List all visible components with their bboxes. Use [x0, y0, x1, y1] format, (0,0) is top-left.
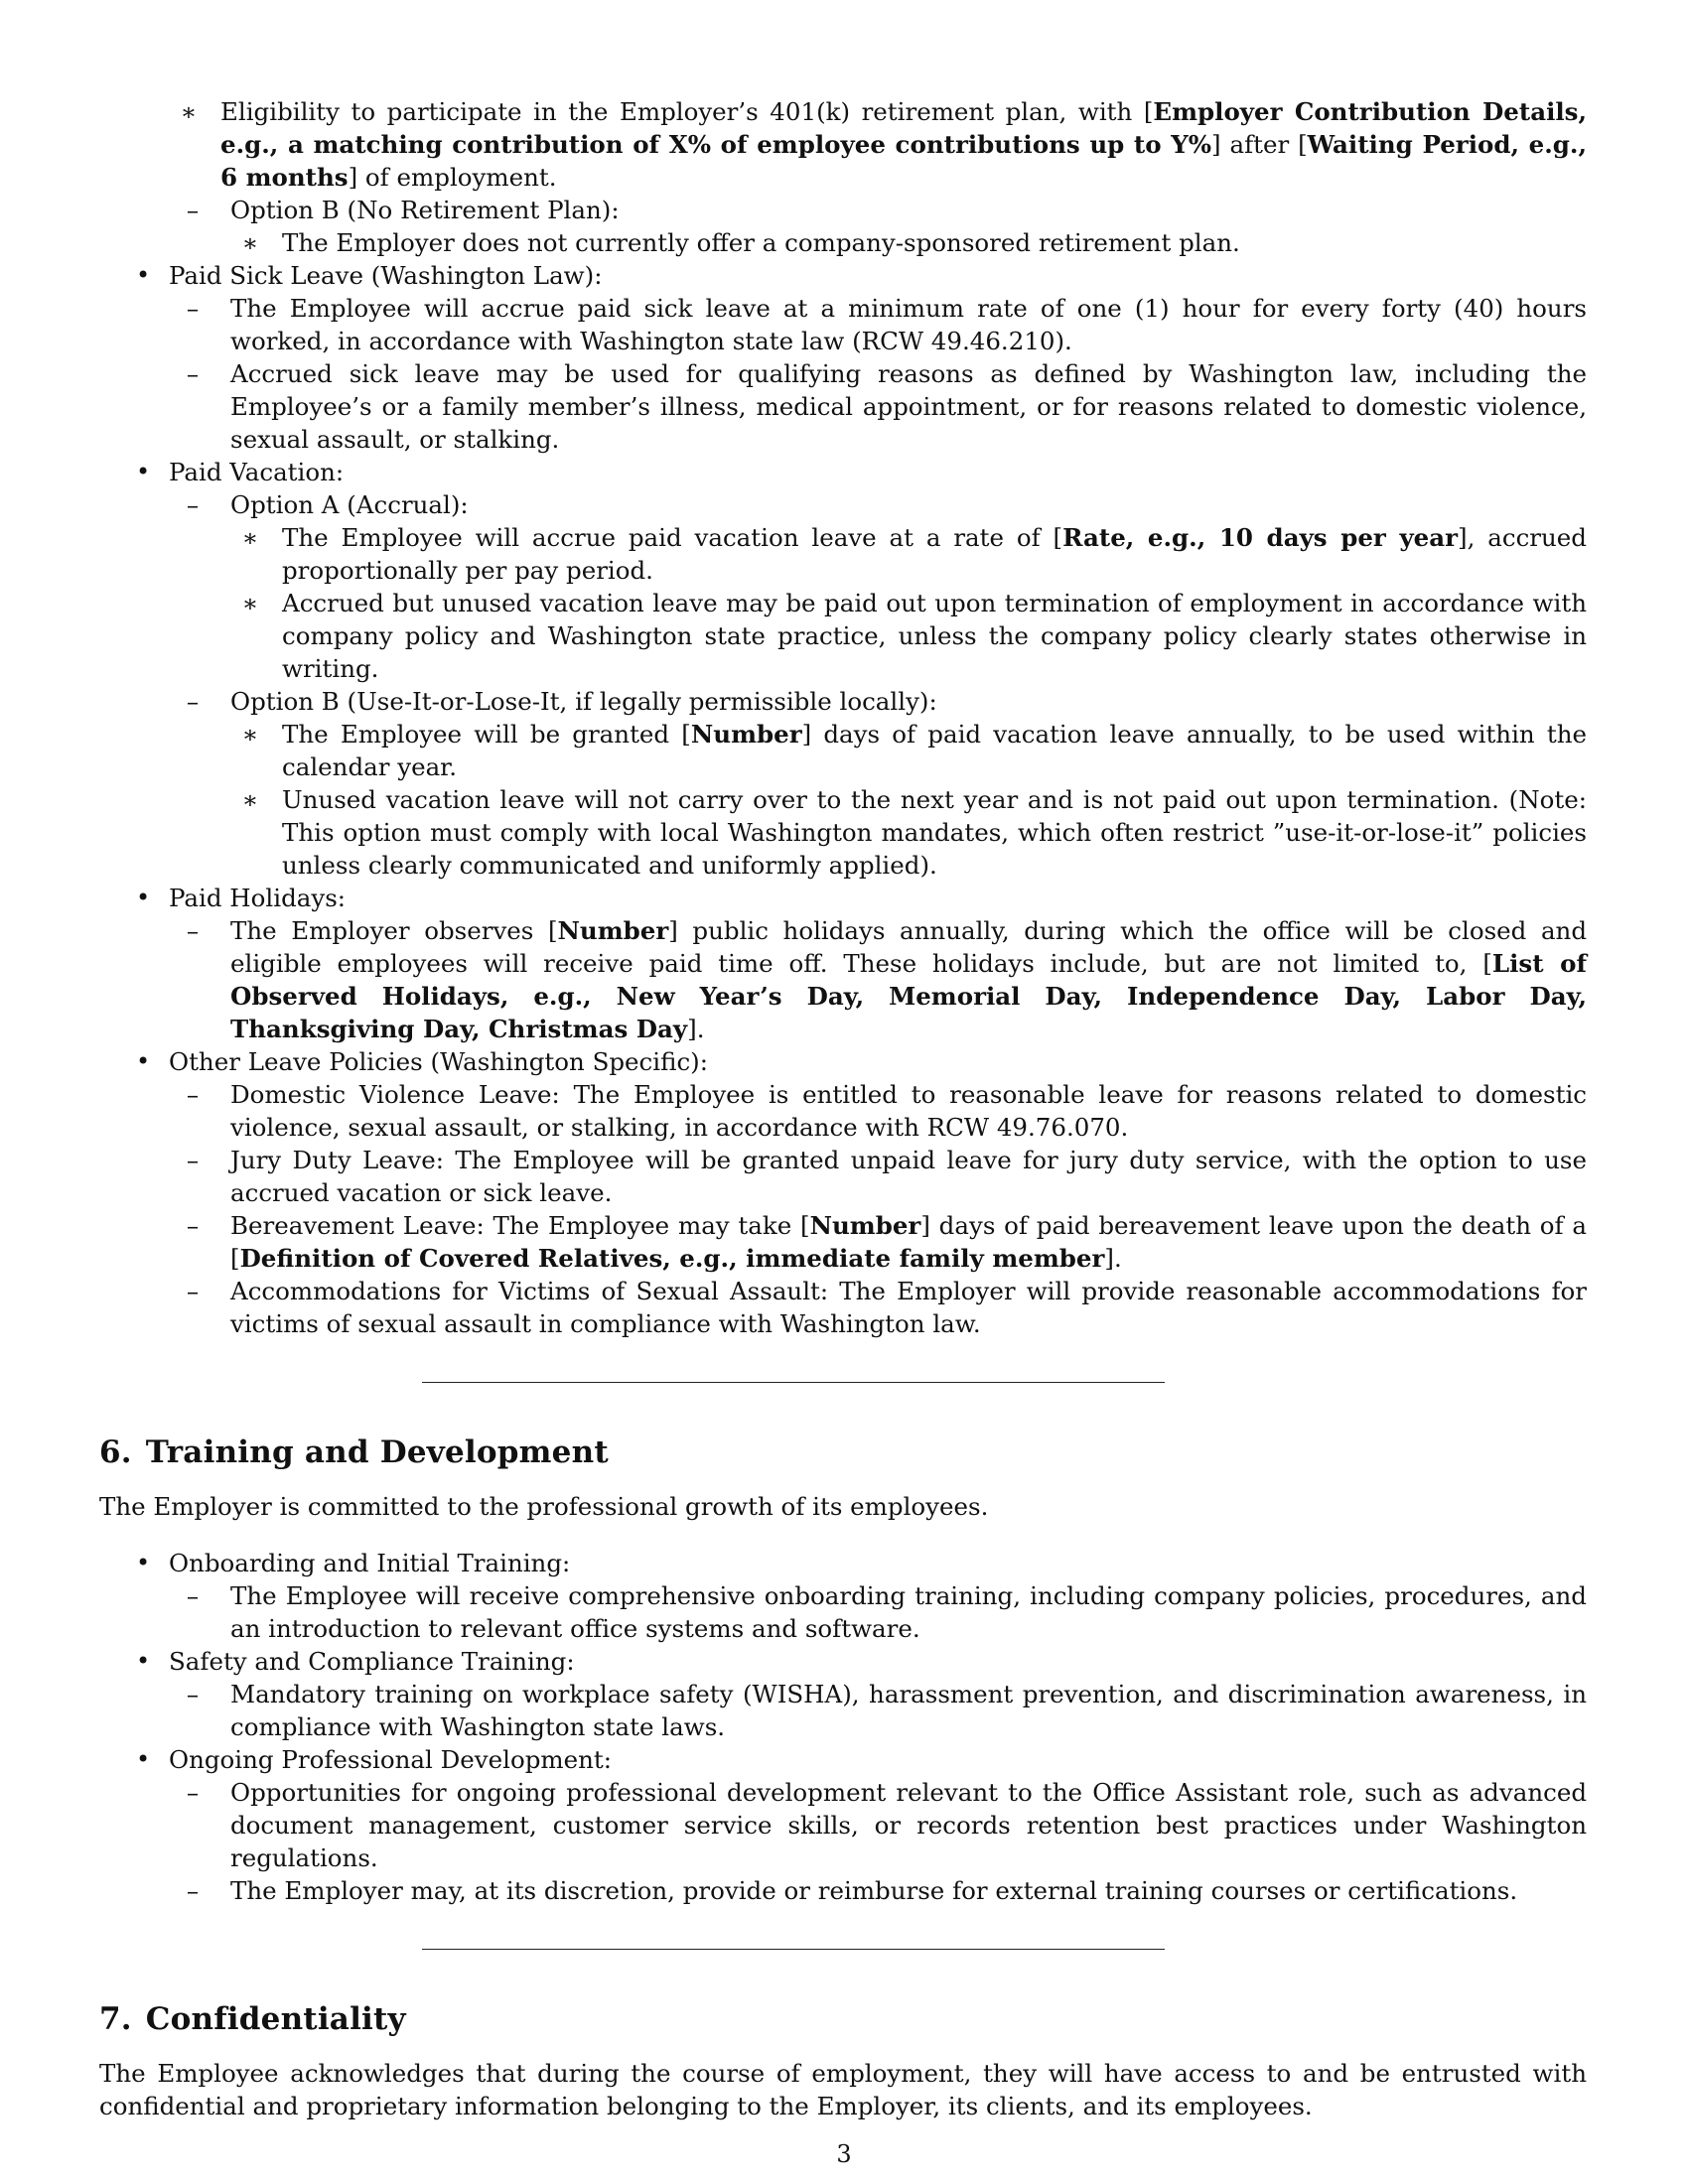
vacation-sublist	[169, 488, 1587, 882]
domestic-violence-leave: – Domestic Violence Leave: The Employee is entitled to reasonable leave for reasons related to domestic violence, sexual assault, or stalking, in accordance with RCW 49.76.070.	[169, 1078, 1587, 1144]
onboarding-item: • Onboarding and Initial Training: – The Employee will receive comprehensive onboarding training, including company policies, procedures, and an introduction to relevant office systems and software.	[99, 1547, 1587, 1645]
section-6-intro: The Employer is committed to the professional growth of its employees.	[99, 1492, 989, 1521]
holidays-sublist	[169, 914, 1587, 1045]
vacation-item: • Paid Vacation: – Option A (Accrual): ∗ The Employee will accrue paid vacation leave at a rate of [Rate, e.g., 10 days per year], accrued proportionally per pay period. ∗ Accrued but unused vacation leave may be paid out upon termination of employment in accordance with company policy and Washington state practice, unless the company policy clearly states otherwise in writing. – Option B (Use-It-or-Lose-It, if legally permissible locally): ∗ The Employee will be granted [Number] days of paid vacation leave annually, to be used within the calendar year. ∗ Unused vacation leave will not carry over to the next year and is not paid out upon termination. (Note: This option must comply with local Washington mandates, which often restrict ”use-it-or-lose-it” policies unless clearly communicated and uniformly applied).	[99, 456, 1587, 882]
safety-detail: – Mandatory training on workplace safety (WISHA), harassment prevention, and discrimination awareness, in compliance with Washington state laws.	[169, 1678, 1587, 1743]
bereavement-leave: – Bereavement Leave: The Employee may take [Number] days of paid bereavement leave upon the death of a [Definition of Covered Relatives, e.g., immediate family member].	[169, 1209, 1587, 1275]
vacation-option-a-sublist	[230, 521, 1587, 685]
retirement-option-b-list	[169, 194, 1587, 259]
section-7-intro: The Employee acknowledges that during the course of employment, they will have access to and be entrusted with confidential and proprietary information belonging to the Employer, its clients, and its employees.	[99, 2059, 1587, 2120]
jury-duty-leave: – Jury Duty Leave: The Employee will be granted unpaid leave for jury duty service, with the option to use accrued vacation or sick leave.	[169, 1144, 1587, 1209]
vacation-option-b-carryover: ∗ Unused vacation leave will not carry over to the next year and is not paid out upon termination. (Note: This option must comply with local Washington mandates, which often restrict ”use-it-or-lose-it” policies unless clearly communicated and uniformly applied).	[230, 783, 1587, 882]
vacation-option-a-payout: ∗ Accrued but unused vacation leave may be paid out upon termination of employment in accordance with company policy and Washington state practice, unless the company policy clearly states otherwise in writing.	[230, 587, 1587, 685]
retirement-option-b-item: ∗ The Employer does not currently offer a company-sponsored retirement plan.	[230, 226, 1587, 259]
vacation-option-a: – Option A (Accrual): ∗ The Employee will accrue paid vacation leave at a rate of [Rate, e.g., 10 days per year], accrued proportionally per pay period. ∗ Accrued but unused vacation leave may be paid out upon termination of employment in accordance with company policy and Washington state practice, unless the company policy clearly states otherwise in writing.	[169, 488, 1587, 685]
section-divider	[422, 1382, 1165, 1383]
other-leave-sublist	[169, 1078, 1587, 1340]
ongoing-detail: – The Employer may, at its discretion, provide or reimburse for external training courses or certifications.	[169, 1874, 1587, 1907]
section-6-heading: 6. Training and Development	[99, 1434, 609, 1470]
holidays-item: • Paid Holidays: – The Employer observes [Number] public holidays annually, during which the office will be closed and eligible employees will receive paid time off. These holidays include, but are not limited to, [List of Observed Holidays, e.g., New Year’s Day, Memorial Day, Independence Day, Labor Day, Thanksgiving Day, Christmas Day].	[99, 882, 1587, 1045]
document-page	[99, 95, 1587, 2146]
training-list	[99, 1547, 1587, 1907]
other-leave-item: • Other Leave Policies (Washington Specific): – Domestic Violence Leave: The Employee is entitled to reasonable leave for reasons related to domestic violence, sexual assault, or stalking, in accordance with RCW 49.76.070. – Jury Duty Leave: The Employee will be granted unpaid leave for jury duty service, with the option to use accrued vacation or sick leave. – Bereavement Leave: The Employee may take [Number] days of paid bereavement leave upon the death of a [Definition of Covered Relatives, e.g., immediate family member]. – Accommodations for Victims of Sexual Assault: The Employer will provide reasonable accommodations for victims of sexual assault in compliance with Washington law.	[99, 1045, 1587, 1340]
retirement-continuation	[99, 95, 1587, 259]
retirement-option-b: – Option B (No Retirement Plan): ∗ The Employer does not currently offer a company-sponsored retirement plan.	[169, 194, 1587, 259]
ongoing-sublist	[169, 1776, 1587, 1907]
vacation-option-b-sublist	[230, 718, 1587, 882]
sick-leave-accrual: – The Employee will accrue paid sick leave at a minimum rate of one (1) hour for every forty (40) hours worked, in accordance with Washington state law (RCW 49.46.210).	[169, 292, 1587, 357]
onboarding-detail: – The Employee will receive comprehensive onboarding training, including company policies, procedures, and an introduction to relevant office systems and software.	[169, 1579, 1587, 1645]
retirement-option-b-sublist	[230, 226, 1587, 259]
ongoing-item: • Ongoing Professional Development: – Opportunities for ongoing professional development relevant to the Office Assistant role, such as advanced document management, customer service skills, or records retention best practices under Washington regulations. – The Employer may, at its discretion, provide or reimburse for external training courses or certifications.	[99, 1743, 1587, 1907]
retirement-option-a-item: ∗ Eligibility to participate in the Employer’s 401(k) retirement plan, with [Employer Contribution Details, e.g., a matching contribution of X% of employee contributions up to Y%] after [Waiting Period, e.g., 6 months] of employment.	[169, 95, 1587, 194]
vacation-option-b-grant: ∗ The Employee will be granted [Number] days of paid vacation leave annually, to be used within the calendar year.	[230, 718, 1587, 783]
safety-item: • Safety and Compliance Training: – Mandatory training on workplace safety (WISHA), harassment prevention, and discrimination awareness, in compliance with Washington state laws.	[99, 1645, 1587, 1743]
sexual-assault-accommodations: – Accommodations for Victims of Sexual Assault: The Employer will provide reasonable accommodations for victims of sexual assault in compliance with Washington law.	[169, 1275, 1587, 1340]
sick-leave-usage: – Accrued sick leave may be used for qualifying reasons as defined by Washington law, including the Employee’s or a family member’s illness, medical appointment, or for reasons related to domestic violence, sexual assault, or stalking.	[169, 357, 1587, 456]
vacation-option-b: – Option B (Use-It-or-Lose-It, if legally permissible locally): ∗ The Employee will be granted [Number] days of paid vacation leave annually, to be used within the calendar year. ∗ Unused vacation leave will not carry over to the next year and is not paid out upon termination. (Note: This option must comply with local Washington mandates, which often restrict ”use-it-or-lose-it” policies unless clearly communicated and uniformly applied).	[169, 685, 1587, 882]
safety-sublist	[169, 1678, 1587, 1743]
benefits-list	[99, 259, 1587, 1340]
section-7-heading: 7. Confidentiality	[99, 2001, 406, 2037]
section-divider	[422, 1949, 1165, 1950]
page-number: 3	[836, 2140, 852, 2168]
ongoing-detail: – Opportunities for ongoing professional development relevant to the Office Assistant role, such as advanced document management, customer service skills, or records retention best practices under Washington regulations.	[169, 1776, 1587, 1874]
sick-leave-sublist	[169, 292, 1587, 456]
vacation-option-a-rate: ∗ The Employee will accrue paid vacation leave at a rate of [Rate, e.g., 10 days per year], accrued proportionally per pay period.	[230, 521, 1587, 587]
holidays-detail: – The Employer observes [Number] public holidays annually, during which the office will be closed and eligible employees will receive paid time off. These holidays include, but are not limited to, [List of Observed Holidays, e.g., New Year’s Day, Memorial Day, Independence Day, Labor Day, Thanksgiving Day, Christmas Day].	[169, 914, 1587, 1045]
onboarding-sublist	[169, 1579, 1587, 1645]
retirement-option-a-list	[169, 95, 1587, 194]
sick-leave-item: • Paid Sick Leave (Washington Law): – The Employee will accrue paid sick leave at a minimum rate of one (1) hour for every forty (40) hours worked, in accordance with Washington state law (RCW 49.46.210). – Accrued sick leave may be used for qualifying reasons as defined by Washington law, including the Employee’s or a family member’s illness, medical appointment, or for reasons related to domestic violence, sexual assault, or stalking.	[99, 259, 1587, 456]
